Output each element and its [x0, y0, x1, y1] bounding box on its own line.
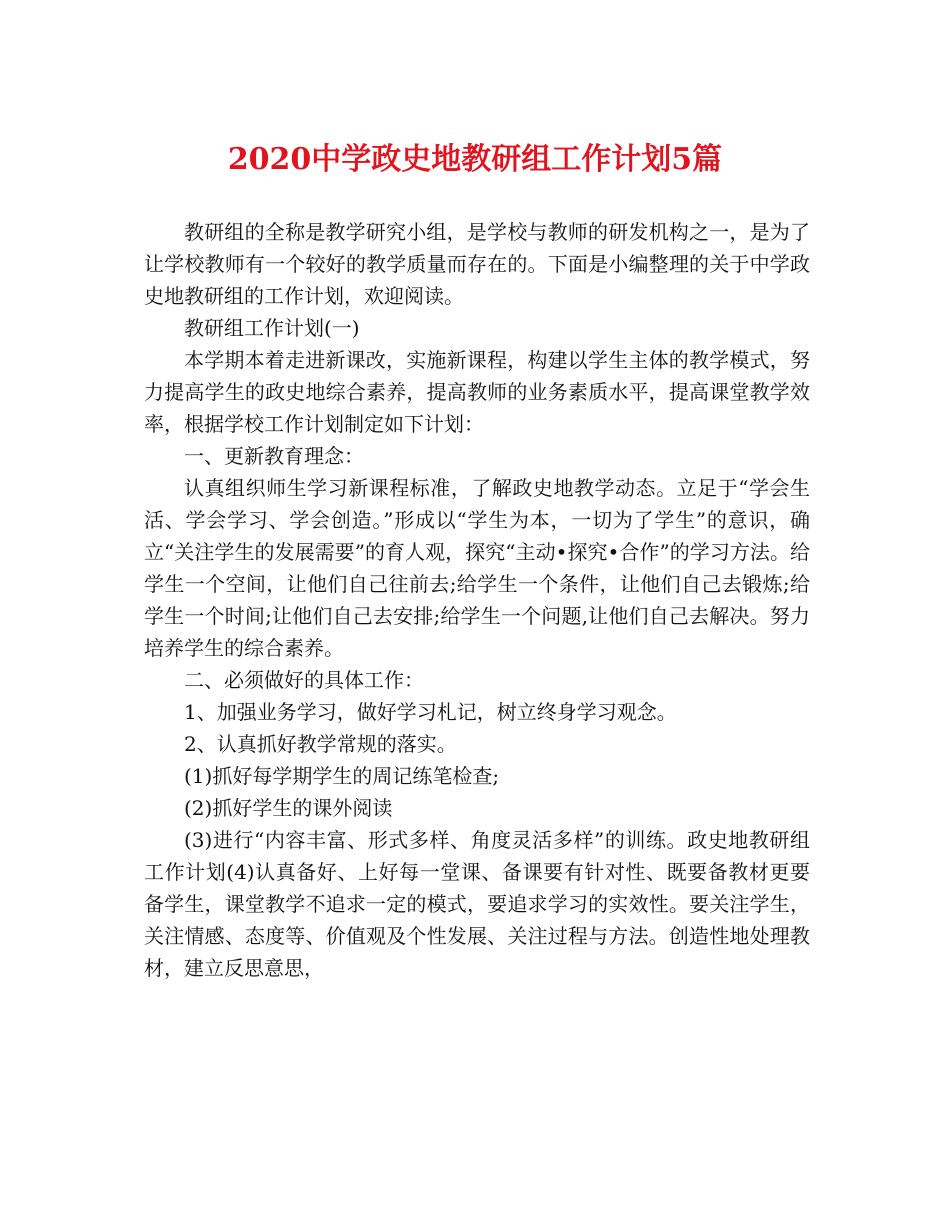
paragraph-plan-one-heading: 教研组工作计划(一) — [184, 316, 360, 340]
document-title: 2020中学政史地教研组工作计划5篇 — [227, 142, 723, 177]
paragraph-item-2: 2、认真抓好教学常规的落实。 — [184, 732, 457, 756]
paragraph-section-one-body: 认真组织师生学习新课程标准，了解政史地教学动态。立足于“学会生活、学会学习、学会创造。”形成以“学生为本，一切为了学生”的意识，确立“关注学生的发展需要”的育人观，探究“主动•探究•合作”的学习方法。给学生一个空间，让他们自己往前去;给学生一个条件，让他们自己去锻炼;给学生一个时间;让他们自己去安排;给学生一个问题,让他们自己去解决。努力培养学生的综合素养。 — [144, 476, 810, 660]
paragraph-subitem-3: (3)进行“内容丰富、形式多样、角度灵活多样”的训练。政史地教研组工作计划(4)认真备好、上好每一堂课、备课要有针对性、既要备教材更要备学生，课堂教学不追求一定的模式，要追求学习的实效性。要关注学生，关注情感、态度等、价值观及个性发展、关注过程与方法。创造性地处理教材，建立反思意思， — [144, 828, 810, 980]
paragraph-item-1: 1、加强业务学习，做好学习札记，树立终身学习观念。 — [184, 700, 677, 724]
document-body — [144, 216, 810, 984]
paragraph-semester-goal: 本学期本着走进新课改，实施新课程，构建以学生主体的教学模式，努力提高学生的政史地综合素养，提高教师的业务素质水平，提高课堂教学效率，根据学校工作计划制定如下计划： — [144, 348, 810, 436]
paragraph-intro: 教研组的全称是教学研究小组，是学校与教师的研发机构之一，是为了让学校教师有一个较好的教学质量而存在的。下面是小编整理的关于中学政史地教研组的工作计划，欢迎阅读。 — [144, 220, 810, 308]
paragraph-subitem-1: (1)抓好每学期学生的周记练笔检查; — [184, 764, 500, 788]
paragraph-section-two-heading: 二、必须做好的具体工作： — [184, 668, 424, 692]
paragraph-section-one-heading: 一、更新教育理念： — [184, 444, 364, 468]
paragraph-subitem-2: (2)抓好学生的课外阅读 — [184, 796, 393, 820]
